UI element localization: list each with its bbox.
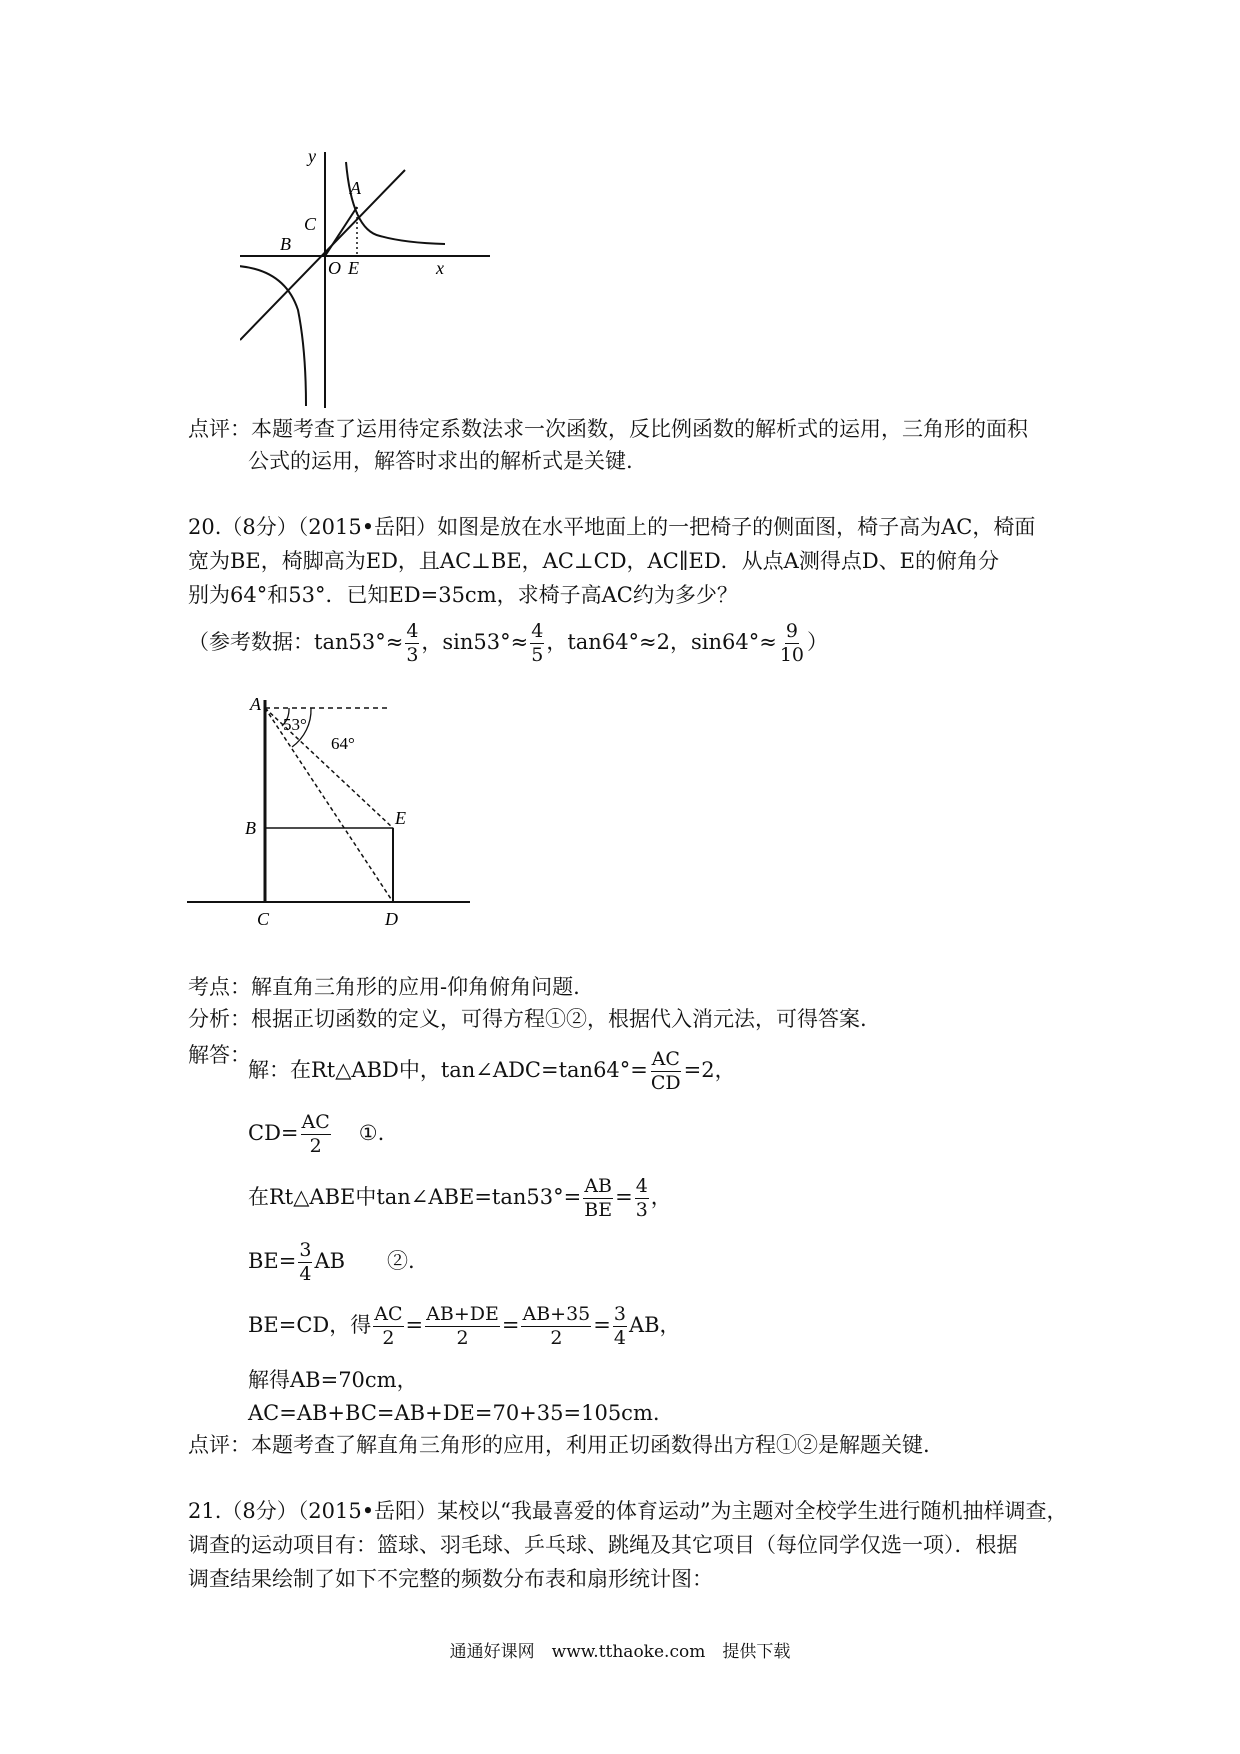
s3-fraction-2: $\frac{4}{3}$ bbox=[635, 1175, 648, 1221]
ref-fraction-2: $\frac{4}{5}$ bbox=[531, 620, 544, 666]
solution-step-2: CD= $\frac{AC}{2}$ ①. bbox=[248, 1111, 385, 1157]
solution-step-6: 解得AB=70cm， bbox=[248, 1368, 418, 1392]
ref-mid-2: ，tan64°≈2，sin64°≈ bbox=[546, 630, 777, 654]
chair-point-e: E bbox=[395, 808, 406, 828]
solution-step-5: BE=CD，得 $\frac{AC}{2}$ = $\frac{AB+DE}{2}$ = $\frac{AB+35}{2}$ = $\frac{3}{4}$ AB， bbox=[248, 1303, 681, 1349]
ref-prefix: （参考数据：tan53°≈ bbox=[188, 630, 404, 654]
q21-line3: 调查结果绘制了如下不完整的频数分布表和扇形统计图： bbox=[188, 1567, 713, 1591]
angle-53-label: 53° bbox=[283, 715, 307, 734]
ref-fraction-3: $\frac{9}{10}$ bbox=[779, 620, 805, 666]
solution-step-1: 解：在Rt△ABD中，tan∠ADC=tan64°= $\frac{AC}{CD}$ =2， bbox=[248, 1048, 736, 1094]
page-footer: 通通好课网 www.tthaoke.com 提供下载 bbox=[449, 1642, 791, 1662]
s2-fraction: $\frac{AC}{2}$ bbox=[301, 1111, 330, 1157]
chair-point-c: C bbox=[257, 909, 270, 929]
q20-reference-data bbox=[188, 622, 828, 665]
q20-line3: 别为64°和53°．已知ED=35cm，求椅子高AC约为多少？ bbox=[188, 583, 738, 607]
kaodian-line: 考点：解直角三角形的应用-仰角俯角问题. bbox=[188, 975, 580, 999]
s1-fraction: $\frac{AC}{CD}$ bbox=[650, 1048, 681, 1094]
s4-fraction: $\frac{3}{4}$ bbox=[299, 1239, 312, 1285]
ref-suffix: ） bbox=[807, 630, 829, 654]
q21-line1: 21.（8分）（2015•岳阳）某校以“我最喜爱的体育运动”为主题对全校学生进行随机抽样调查， bbox=[188, 1499, 1068, 1523]
axis-x-label: x bbox=[436, 258, 444, 278]
point-o-label: O bbox=[328, 258, 341, 278]
s5-fraction-2: $\frac{AB+DE}{2}$ bbox=[426, 1303, 499, 1349]
coordinate-graph bbox=[240, 150, 500, 410]
q20-line2: 宽为BE，椅脚高为ED，且AC⊥BE，AC⊥CD，AC∥ED．从点A测得点D、E的俯角分 bbox=[188, 549, 999, 573]
fenxi-line: 分析：根据正切函数的定义，可得方程①②，根据代入消元法，可得答案. bbox=[188, 1007, 867, 1031]
s5-fraction-4: $\frac{3}{4}$ bbox=[613, 1303, 626, 1349]
s3-fraction-1: $\frac{AB}{BE}$ bbox=[584, 1175, 613, 1221]
comment1-line2: 公式的运用，解答时求出的解析式是关键. bbox=[248, 449, 633, 473]
ref-fraction-1: $\frac{4}{3}$ bbox=[406, 620, 419, 666]
point-a-label: A bbox=[350, 178, 361, 198]
q21-line2: 调查的运动项目有：篮球、羽毛球、乒乓球、跳绳及其它项目（每位同学仅选一项）．根据 bbox=[188, 1533, 1018, 1557]
axis-y-label: y bbox=[308, 150, 316, 166]
comment1-line1: 点评：本题考查了运用待定系数法求一次函数，反比例函数的解析式的运用，三角形的面积 bbox=[188, 417, 1028, 441]
q20-line1: 20.（8分）（2015•岳阳）如图是放在水平地面上的一把椅子的侧面图，椅子高为AC，椅面 bbox=[188, 515, 1036, 539]
chair-point-b: B bbox=[245, 818, 256, 838]
solution-step-3: 在Rt△ABE中tan∠ABE=tan53°= $\frac{AB}{BE}$ = $\frac{4}{3}$ ， bbox=[248, 1175, 672, 1221]
point-e-label: E bbox=[348, 258, 359, 278]
chair-point-a: A bbox=[250, 694, 261, 714]
solution-step-7: AC=AB+BC=AB+DE=70+35=105cm. bbox=[248, 1401, 660, 1425]
chair-diagram bbox=[185, 680, 475, 930]
s5-fraction-3: $\frac{AB+35}{2}$ bbox=[522, 1303, 591, 1349]
s5-fraction-1: $\frac{AC}{2}$ bbox=[374, 1303, 403, 1349]
chair-point-d: D bbox=[385, 909, 398, 929]
point-b-label: B bbox=[280, 234, 291, 254]
jieda-label: 解答： bbox=[188, 1043, 251, 1067]
point-c-label: C bbox=[304, 214, 317, 234]
angle-64-label: 64° bbox=[331, 734, 355, 753]
solution-step-4: BE= $\frac{3}{4}$ AB ②. bbox=[248, 1239, 415, 1285]
ref-mid-1: ，sin53°≈ bbox=[421, 630, 529, 654]
comment2: 点评：本题考查了解直角三角形的应用，利用正切函数得出方程①②是解题关键. bbox=[188, 1433, 930, 1457]
